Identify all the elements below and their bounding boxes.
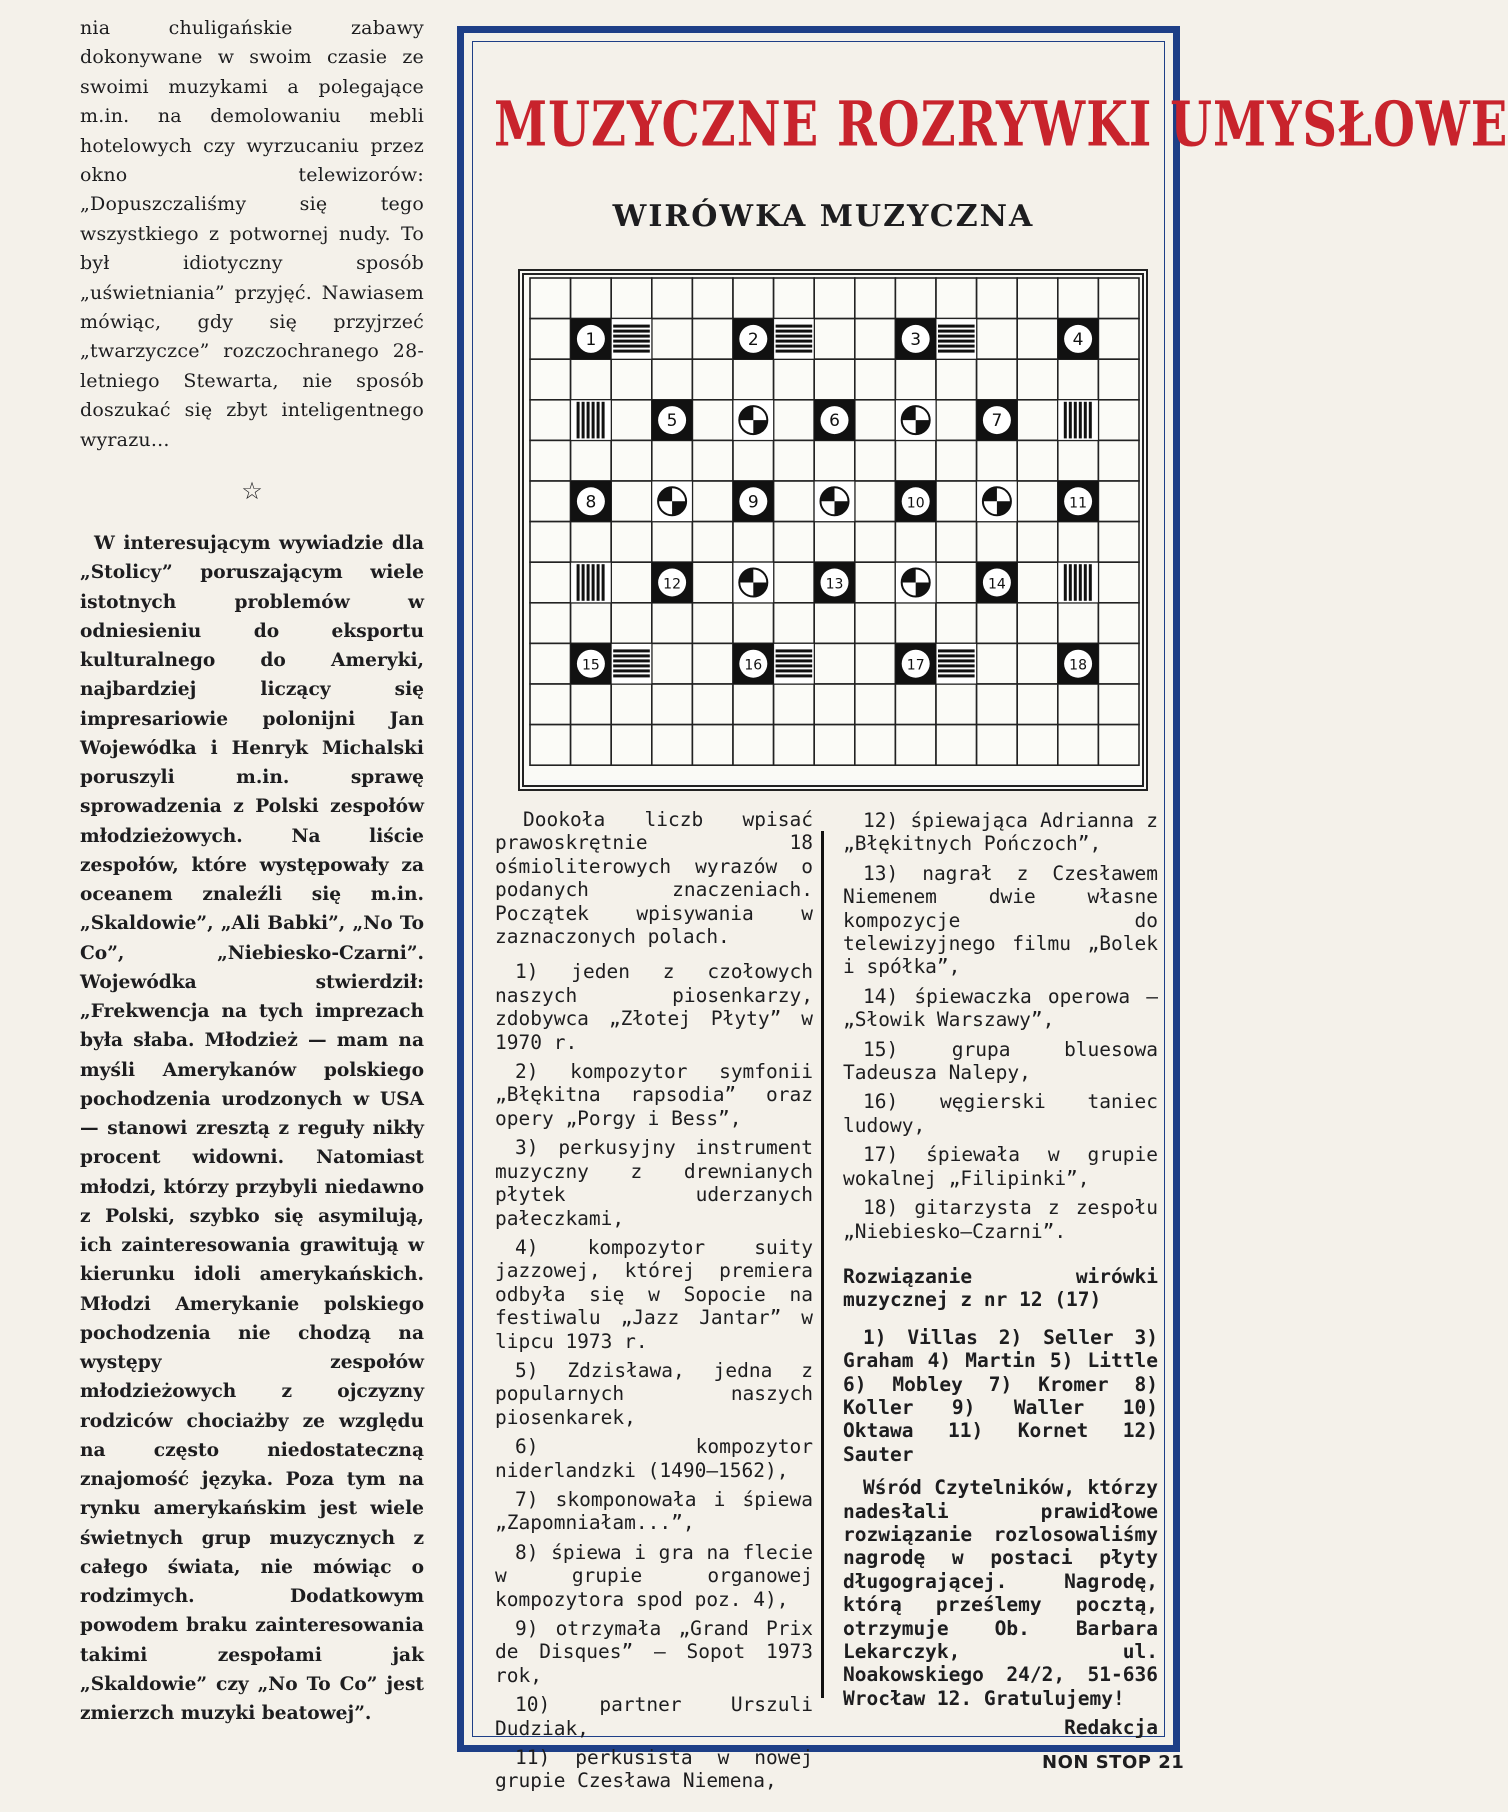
grid-cell[interactable] — [977, 359, 1018, 400]
grid-cell[interactable] — [611, 562, 652, 603]
grid-cell[interactable] — [530, 684, 571, 725]
grid-cell[interactable] — [1098, 319, 1139, 360]
grid-cell[interactable] — [855, 440, 896, 481]
grid-cell[interactable] — [1098, 562, 1139, 603]
number-cell-14 — [977, 562, 1018, 603]
grid-cell[interactable] — [855, 481, 896, 522]
puzzle-title: WIRÓWKA MUZYCZNA — [612, 199, 1035, 234]
editorial-signature: Redakcja — [1064, 1716, 1158, 1740]
grid-cell[interactable] — [895, 278, 936, 319]
grid-cell[interactable] — [1017, 522, 1058, 563]
grid-number: 13 — [825, 576, 844, 593]
section-title: MUZYCZNE ROZRYWKI UMYSŁOWE — [494, 89, 1508, 161]
grid-cell[interactable] — [1058, 522, 1099, 563]
grid-cell[interactable] — [530, 725, 571, 766]
grid-number: 2 — [747, 329, 759, 350]
grid-cell[interactable] — [774, 481, 815, 522]
number-cell-16 — [733, 643, 774, 684]
grid-number: 5 — [666, 411, 678, 432]
grid-cell[interactable] — [1098, 440, 1139, 481]
grid-cell[interactable] — [692, 400, 733, 441]
grid-cell[interactable] — [936, 725, 977, 766]
grid-cell[interactable] — [1098, 643, 1139, 684]
grid-number: 4 — [1072, 329, 1084, 350]
grid-cell[interactable] — [733, 440, 774, 481]
grid-number: 15 — [581, 657, 600, 674]
grid-number: 8 — [585, 492, 597, 513]
striped-block — [611, 643, 652, 684]
grid-cell[interactable] — [530, 522, 571, 563]
grid-cell[interactable] — [530, 400, 571, 441]
grid-cell[interactable] — [1058, 278, 1099, 319]
grid-cell[interactable] — [855, 400, 896, 441]
grid-cell[interactable] — [936, 400, 977, 441]
grid-cell[interactable] — [855, 522, 896, 563]
grid-cell[interactable] — [977, 725, 1018, 766]
grid-cell[interactable] — [814, 684, 855, 725]
grid-cell[interactable] — [814, 603, 855, 644]
clue-13: 13) nagrał z Czesławem Niemenem dwie własne kompozycje do telewizyjnego filmu „Bolek i spółka”, — [843, 861, 1158, 979]
grid-cell[interactable] — [611, 278, 652, 319]
grid-cell[interactable] — [814, 278, 855, 319]
grid-cell[interactable] — [611, 522, 652, 563]
grid-cell[interactable] — [692, 603, 733, 644]
striped-block — [774, 319, 815, 360]
disc-marker-icon — [652, 481, 693, 522]
grid-cell[interactable] — [611, 400, 652, 441]
grid-number: 9 — [747, 492, 759, 513]
grid-cell[interactable] — [571, 725, 612, 766]
number-cell-6 — [814, 400, 855, 441]
grid-cell[interactable] — [1017, 481, 1058, 522]
striped-block — [611, 319, 652, 360]
grid-cell[interactable] — [855, 725, 896, 766]
grid-cell[interactable] — [652, 440, 693, 481]
disc-marker-icon — [814, 481, 855, 522]
grid-cell[interactable] — [530, 440, 571, 481]
number-cell-11 — [1058, 481, 1099, 522]
grid-number: 1 — [585, 329, 597, 350]
clue-17: 17) śpiewała w grupie wokalnej „Filipinki”, — [843, 1143, 1158, 1190]
clue-1: 1) jeden z czołowych naszych piosenkarzy, zdobywca „Złotej Płyty” w 1970 r. — [495, 960, 813, 1054]
grid-cell[interactable] — [814, 440, 855, 481]
grid-cell[interactable] — [530, 481, 571, 522]
grid-cell[interactable] — [855, 319, 896, 360]
grid-cell[interactable] — [855, 684, 896, 725]
grid-cell[interactable] — [692, 684, 733, 725]
striped-block — [936, 643, 977, 684]
clue-18: 18) gitarzysta z zespołu „Niebiesko—Czarni”. — [843, 1196, 1158, 1243]
number-cell-8 — [571, 481, 612, 522]
grid-cell[interactable] — [1017, 440, 1058, 481]
grid-cell[interactable] — [774, 278, 815, 319]
striped-block — [1058, 400, 1099, 441]
grid-cell[interactable] — [977, 643, 1018, 684]
grid-number: 17 — [906, 657, 925, 674]
striped-block — [774, 643, 815, 684]
number-cell-5 — [652, 400, 693, 441]
grid-number: 10 — [906, 495, 925, 512]
number-cell-2 — [733, 319, 774, 360]
grid-cell[interactable] — [611, 440, 652, 481]
grid-cell[interactable] — [1098, 400, 1139, 441]
grid-cell[interactable] — [1017, 319, 1058, 360]
puzzle-grid[interactable] — [518, 269, 1148, 791]
grid-cell[interactable] — [652, 319, 693, 360]
clues-column-right — [843, 809, 1158, 1746]
grid-cell[interactable] — [1098, 603, 1139, 644]
grid-cell[interactable] — [1058, 440, 1099, 481]
disc-marker-icon — [895, 562, 936, 603]
grid-cell[interactable] — [1017, 400, 1058, 441]
grid-cell[interactable] — [1017, 278, 1058, 319]
article-intro-paragraph: nia chuligańskie zabawy dokonywane w swoim czasie ze swoimi muzykami a polegające m.in. na demolowaniu mebli hotelowych czy wyrzucaniu przez okno telewizorów: „Dopuszczaliśmy się tego wszystkiego z potwornej nudy. To był idiotyczny sposób „uświetniania” przyjęć. Nawiasem mówiąc, gdy się przyjrzeć „twarzyczce” rozczochranego 28-letniego Stewarta, nie sposób doszukać się zbyt inteligentnego wyrazu... — [80, 17, 424, 451]
grid-cell[interactable] — [814, 319, 855, 360]
grid-cell[interactable] — [977, 684, 1018, 725]
grid-cell[interactable] — [977, 522, 1018, 563]
grid-cell[interactable] — [733, 725, 774, 766]
disc-marker-icon — [977, 481, 1018, 522]
clue-12: 12) śpiewająca Adrianna z „Błękitnych Pończoch”, — [843, 809, 1158, 856]
grid-cell[interactable] — [855, 359, 896, 400]
grid-cell[interactable] — [652, 643, 693, 684]
grid-cell[interactable] — [733, 522, 774, 563]
grid-cell[interactable] — [692, 440, 733, 481]
grid-cell[interactable] — [571, 522, 612, 563]
grid-cell[interactable] — [936, 481, 977, 522]
clue-3: 3) perkusyjny instrument muzyczny z drewnianych płytek uderzanych pałeczkami, — [495, 1136, 813, 1230]
grid-cell[interactable] — [692, 359, 733, 400]
grid-cell[interactable] — [936, 440, 977, 481]
clue-5: 5) Zdzisława, jedna z popularnych naszych piosenkarek, — [495, 1358, 813, 1429]
grid-cell[interactable] — [855, 643, 896, 684]
grid-cell[interactable] — [1098, 278, 1139, 319]
grid-cell[interactable] — [814, 359, 855, 400]
winners-announcement: Wśród Czytelników, którzy nadesłali prawidłowe rozwiązanie rozlosowaliśmy nagrodę w postaci płyty długogrającej. Nagrodę, którą prześlemy pocztą, otrzymuje Ob. Barbara Lekarczyk, ul. Noakowskiego 24/2, 51-636 Wrocław 12. Gratulujemy! — [843, 1476, 1158, 1710]
grid-cell[interactable] — [1058, 359, 1099, 400]
grid-cell[interactable] — [895, 359, 936, 400]
grid-cell[interactable] — [530, 603, 571, 644]
grid-cell[interactable] — [936, 562, 977, 603]
star-separator-icon: ☆ — [241, 477, 263, 506]
grid-cell[interactable] — [611, 684, 652, 725]
grid-cell[interactable] — [855, 278, 896, 319]
grid-cell[interactable] — [936, 522, 977, 563]
clue-11: 11) perkusista w nowej grupie Czesława Niemena, — [495, 1746, 813, 1793]
striped-block — [1058, 562, 1099, 603]
puzzle-grid-drawing — [524, 275, 1142, 785]
grid-cell[interactable] — [936, 603, 977, 644]
clue-14: 14) śpiewaczka operowa — „Słowik Warszawy”, — [843, 984, 1158, 1032]
grid-cell[interactable] — [652, 684, 693, 725]
grid-cell[interactable] — [1017, 684, 1058, 725]
clue-2: 2) kompozytor symfonii „Błękitna rapsodia” oraz opery „Porgy i Bess”, — [495, 1060, 813, 1130]
grid-cell[interactable] — [692, 319, 733, 360]
clue-4: 4) kompozytor suity jazzowej, której premiera odbyła się w Sopocie na festiwalu „Jazz Jantar” w lipcu 1973 r. — [495, 1235, 813, 1353]
number-cell-9 — [733, 481, 774, 522]
grid-cell[interactable] — [895, 684, 936, 725]
grid-cell[interactable] — [936, 278, 977, 319]
grid-cell[interactable] — [1017, 359, 1058, 400]
grid-number: 11 — [1069, 495, 1088, 512]
number-cell-4 — [1058, 319, 1099, 360]
solution-text: 1) Villas 2) Seller 3) Graham 4) Martin 5) Little 6) Mobley 7) Kromer 8) Koller 9) Waller 10) Oktawa 11) Kornet 12) Sauter — [843, 1325, 1158, 1466]
grid-cell[interactable] — [652, 725, 693, 766]
grid-cell[interactable] — [774, 522, 815, 563]
grid-cell[interactable] — [652, 278, 693, 319]
grid-cell[interactable] — [1098, 481, 1139, 522]
grid-cell[interactable] — [814, 725, 855, 766]
grid-cell[interactable] — [936, 359, 977, 400]
grid-cell[interactable] — [1098, 359, 1139, 400]
number-cell-15 — [571, 643, 612, 684]
number-cell-17 — [895, 643, 936, 684]
grid-cell[interactable] — [855, 603, 896, 644]
grid-number: 16 — [744, 657, 763, 674]
grid-cell[interactable] — [692, 522, 733, 563]
grid-cell[interactable] — [1058, 725, 1099, 766]
grid-cell[interactable] — [977, 319, 1018, 360]
grid-cell[interactable] — [733, 603, 774, 644]
number-cell-1 — [571, 319, 612, 360]
grid-number: 7 — [991, 411, 1003, 432]
grid-cell[interactable] — [977, 278, 1018, 319]
grid-cell[interactable] — [530, 562, 571, 603]
grid-cell[interactable] — [855, 562, 896, 603]
number-cell-7 — [977, 400, 1018, 441]
grid-cell[interactable] — [530, 359, 571, 400]
instructions: Dookoła liczb wpisać prawoskrętnie 18 ośmioliterowych wyrazów o podanych znaczeniach. Początek wpisywania w zaznaczonych polach. — [495, 808, 813, 949]
grid-cell[interactable] — [571, 684, 612, 725]
grid-cell[interactable] — [1098, 684, 1139, 725]
column-divider — [821, 831, 824, 1698]
number-cell-3 — [895, 319, 936, 360]
clue-6: 6) kompozytor niderlandzki (1490—1562), — [495, 1435, 813, 1482]
interview-paragraph: W interesującym wywiadzie dla „Stolicy” poruszającym wiele istotnych problemów w odniesieniu do eksportu kulturalnego do Ameryki, najbardziej liczący się impresariowie polonijni Jan Wojewódka i Henryk Michalski poruszyli m.in. sprawę sprowadzenia z Polski zespołów młodzieżowych. Na liście zespołów, które występowały za oceanem znaleźli się m.in. „Skaldowie”, „Ali Babki”, „No To Co”, „Niebiesko-Czarni”. Wojewódka stwierdził: „Frekwencja na tych imprezach była słaba. Młodzież — mam na myśli Amerykanów polskiego pochodzenia urodzonych w USA — stanowi zresztą z reguły nikły procent widowni. Natomiast młodzi, którzy przybyli niedawno z Polski, szybko się asymilują, ich zainteresowania grawitują w kierunku idoli amerykańskich. Młodzi Amerykanie polskiego pochodzenia nie chodzą na występy zespołów młodzieżowych z ojczyzny rodziców chociażby ze względu na często niedostateczną znajomość języka. Poza tym na rynku amerykańskim jest wiele świetnych grup muzycznych z całego świata, nie mówiąc o rodzimych. Dodatkowym powodem braku zainteresowania takimi zespołami jak „Skaldowie” czy „No To Co” jest zmierzch muzyki beatowej”. — [80, 533, 424, 1725]
grid-cell[interactable] — [895, 603, 936, 644]
grid-cell[interactable] — [692, 481, 733, 522]
grid-cell[interactable] — [936, 684, 977, 725]
grid-cell[interactable] — [774, 400, 815, 441]
grid-number: 14 — [987, 576, 1006, 593]
grid-number: 3 — [910, 329, 922, 350]
grid-cell[interactable] — [733, 684, 774, 725]
grid-cell[interactable] — [1017, 562, 1058, 603]
disc-marker-icon — [733, 562, 774, 603]
grid-cell[interactable] — [895, 725, 936, 766]
number-cell-13 — [814, 562, 855, 603]
grid-cell[interactable] — [774, 684, 815, 725]
grid-number: 6 — [829, 411, 840, 432]
grid-cell[interactable] — [1098, 522, 1139, 563]
grid-cell[interactable] — [571, 278, 612, 319]
solution-heading: Rozwiązanie wirówki muzycznej z nr 12 (17) — [843, 1264, 1158, 1312]
grid-cell[interactable] — [530, 278, 571, 319]
grid-cell[interactable] — [571, 440, 612, 481]
grid-cell[interactable] — [530, 643, 571, 684]
grid-cell[interactable] — [977, 603, 1018, 644]
disc-marker-icon — [733, 400, 774, 441]
grid-cell[interactable] — [530, 319, 571, 360]
grid-cell[interactable] — [733, 278, 774, 319]
grid-cell[interactable] — [1017, 725, 1058, 766]
grid-number: 18 — [1069, 657, 1088, 674]
grid-cell[interactable] — [692, 562, 733, 603]
number-cell-10 — [895, 481, 936, 522]
striped-block — [571, 562, 612, 603]
grid-cell[interactable] — [774, 725, 815, 766]
grid-cell[interactable] — [652, 603, 693, 644]
grid-cell[interactable] — [895, 522, 936, 563]
number-cell-12 — [652, 562, 693, 603]
grid-cell[interactable] — [774, 440, 815, 481]
grid-cell[interactable] — [652, 359, 693, 400]
grid-cell[interactable] — [895, 440, 936, 481]
grid-cell[interactable] — [611, 725, 652, 766]
grid-cell[interactable] — [1017, 643, 1058, 684]
grid-cell[interactable] — [692, 643, 733, 684]
grid-cell[interactable] — [774, 603, 815, 644]
clue-9: 9) otrzymała „Grand Prix de Disques” — Sopot 1973 rok, — [495, 1617, 813, 1687]
grid-cell[interactable] — [977, 440, 1018, 481]
grid-cell[interactable] — [774, 359, 815, 400]
striped-block — [571, 400, 612, 441]
grid-cell[interactable] — [1058, 684, 1099, 725]
clue-15: 15) grupa bluesowa Tadeusza Nalepy, — [843, 1037, 1158, 1085]
clues-column-left — [495, 808, 813, 1799]
grid-cell[interactable] — [652, 522, 693, 563]
grid-cell[interactable] — [774, 562, 815, 603]
grid-cell[interactable] — [1098, 725, 1139, 766]
grid-cell[interactable] — [611, 481, 652, 522]
disc-marker-icon — [895, 400, 936, 441]
left-article-column — [80, 14, 424, 1728]
grid-cell[interactable] — [814, 522, 855, 563]
grid-cell[interactable] — [611, 359, 652, 400]
clue-10: 10) partner Urszuli Dudziak, — [495, 1693, 813, 1740]
grid-cell[interactable] — [1058, 603, 1099, 644]
grid-cell[interactable] — [733, 359, 774, 400]
grid-cell[interactable] — [692, 278, 733, 319]
grid-cell[interactable] — [611, 603, 652, 644]
number-cell-18 — [1058, 643, 1099, 684]
grid-cell[interactable] — [814, 643, 855, 684]
page-footer: NON STOP 21 — [1042, 1752, 1185, 1773]
clue-16: 16) węgierski taniec ludowy, — [843, 1090, 1158, 1137]
grid-cell[interactable] — [571, 603, 612, 644]
grid-cell[interactable] — [692, 725, 733, 766]
clue-8: 8) śpiewa i gra na flecie w grupie organowej kompozytora spod poz. 4), — [495, 1540, 813, 1611]
grid-number: 12 — [663, 576, 682, 593]
striped-block — [936, 319, 977, 360]
clue-7: 7) skomponowała i śpiewa „Zapomniałam...”, — [495, 1487, 813, 1535]
grid-cell[interactable] — [571, 359, 612, 400]
grid-cell[interactable] — [1017, 603, 1058, 644]
